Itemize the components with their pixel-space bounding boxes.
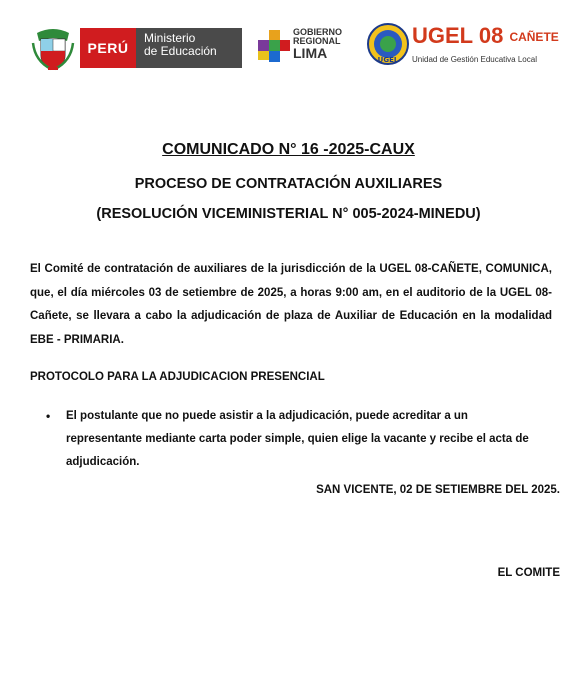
document-title: COMUNICADO N° 16 -2025-CAUX (162, 141, 415, 158)
minedu-label (136, 28, 242, 68)
gob-line-1: GOBIERNO (293, 27, 343, 37)
gobierno-regional-logo-icon (257, 29, 291, 63)
protocol-heading: PROTOCOLO PARA LA ADJUDICACION PRESENCIAL (30, 371, 325, 383)
ugel-subtitle: Unidad de Gestión Educativa Local (412, 55, 537, 64)
document-subtitle-2: (RESOLUCIÓN VICEMINISTERIAL N° 005-2024-MINEDU) (96, 206, 481, 222)
announcement-paragraph: El Comité de contratación de auxiliares de la jurisdicción de la UGEL 08-CAÑETE, COMUNICA, que, el día miércoles 03 de setiembre de 2025, a horas 9:00 am, en el auditorio de la UGEL 08-Cañete, se llevara a cabo la adjudicación de plaza de Auxiliar de Educación en la modalidad EBE - PRIMARIA. (30, 263, 552, 346)
peru-coat-of-arms-icon (31, 27, 75, 71)
list-item (46, 405, 546, 474)
ugel-title (412, 24, 559, 49)
date-line: SAN VICENTE, 02 DE SETIEMBRE DEL 2025. (316, 484, 560, 496)
peru-label (80, 28, 136, 68)
document-subtitle-1: PROCESO DE CONTRATACIÓN AUXILIARES (134, 176, 443, 192)
list-item-text: El postulante que no puede asistir a la adjudicación, puede acreditar a un representante mediante carta poder simple, quien elige la vacante y recibe el acta de adjudicación. (66, 410, 529, 468)
minedu-line-2: de Educación (144, 44, 217, 58)
ugel-title-main: UGEL 08 (412, 23, 504, 48)
bullet-icon: • (46, 409, 51, 423)
header (0, 0, 577, 90)
signature: EL COMITE (497, 567, 560, 579)
gobierno-regional-label (293, 28, 343, 60)
ugel-seal-icon (366, 22, 410, 66)
ugel-seal-text: UGEL (377, 56, 399, 64)
gob-line-3: LIMA (293, 45, 328, 61)
minedu-line-1: Ministerio (144, 31, 196, 45)
ugel-title-canete: CAÑETE (509, 30, 559, 44)
peru-text: PERÚ (87, 40, 129, 56)
gob-line-2: REGIONAL (293, 36, 341, 46)
